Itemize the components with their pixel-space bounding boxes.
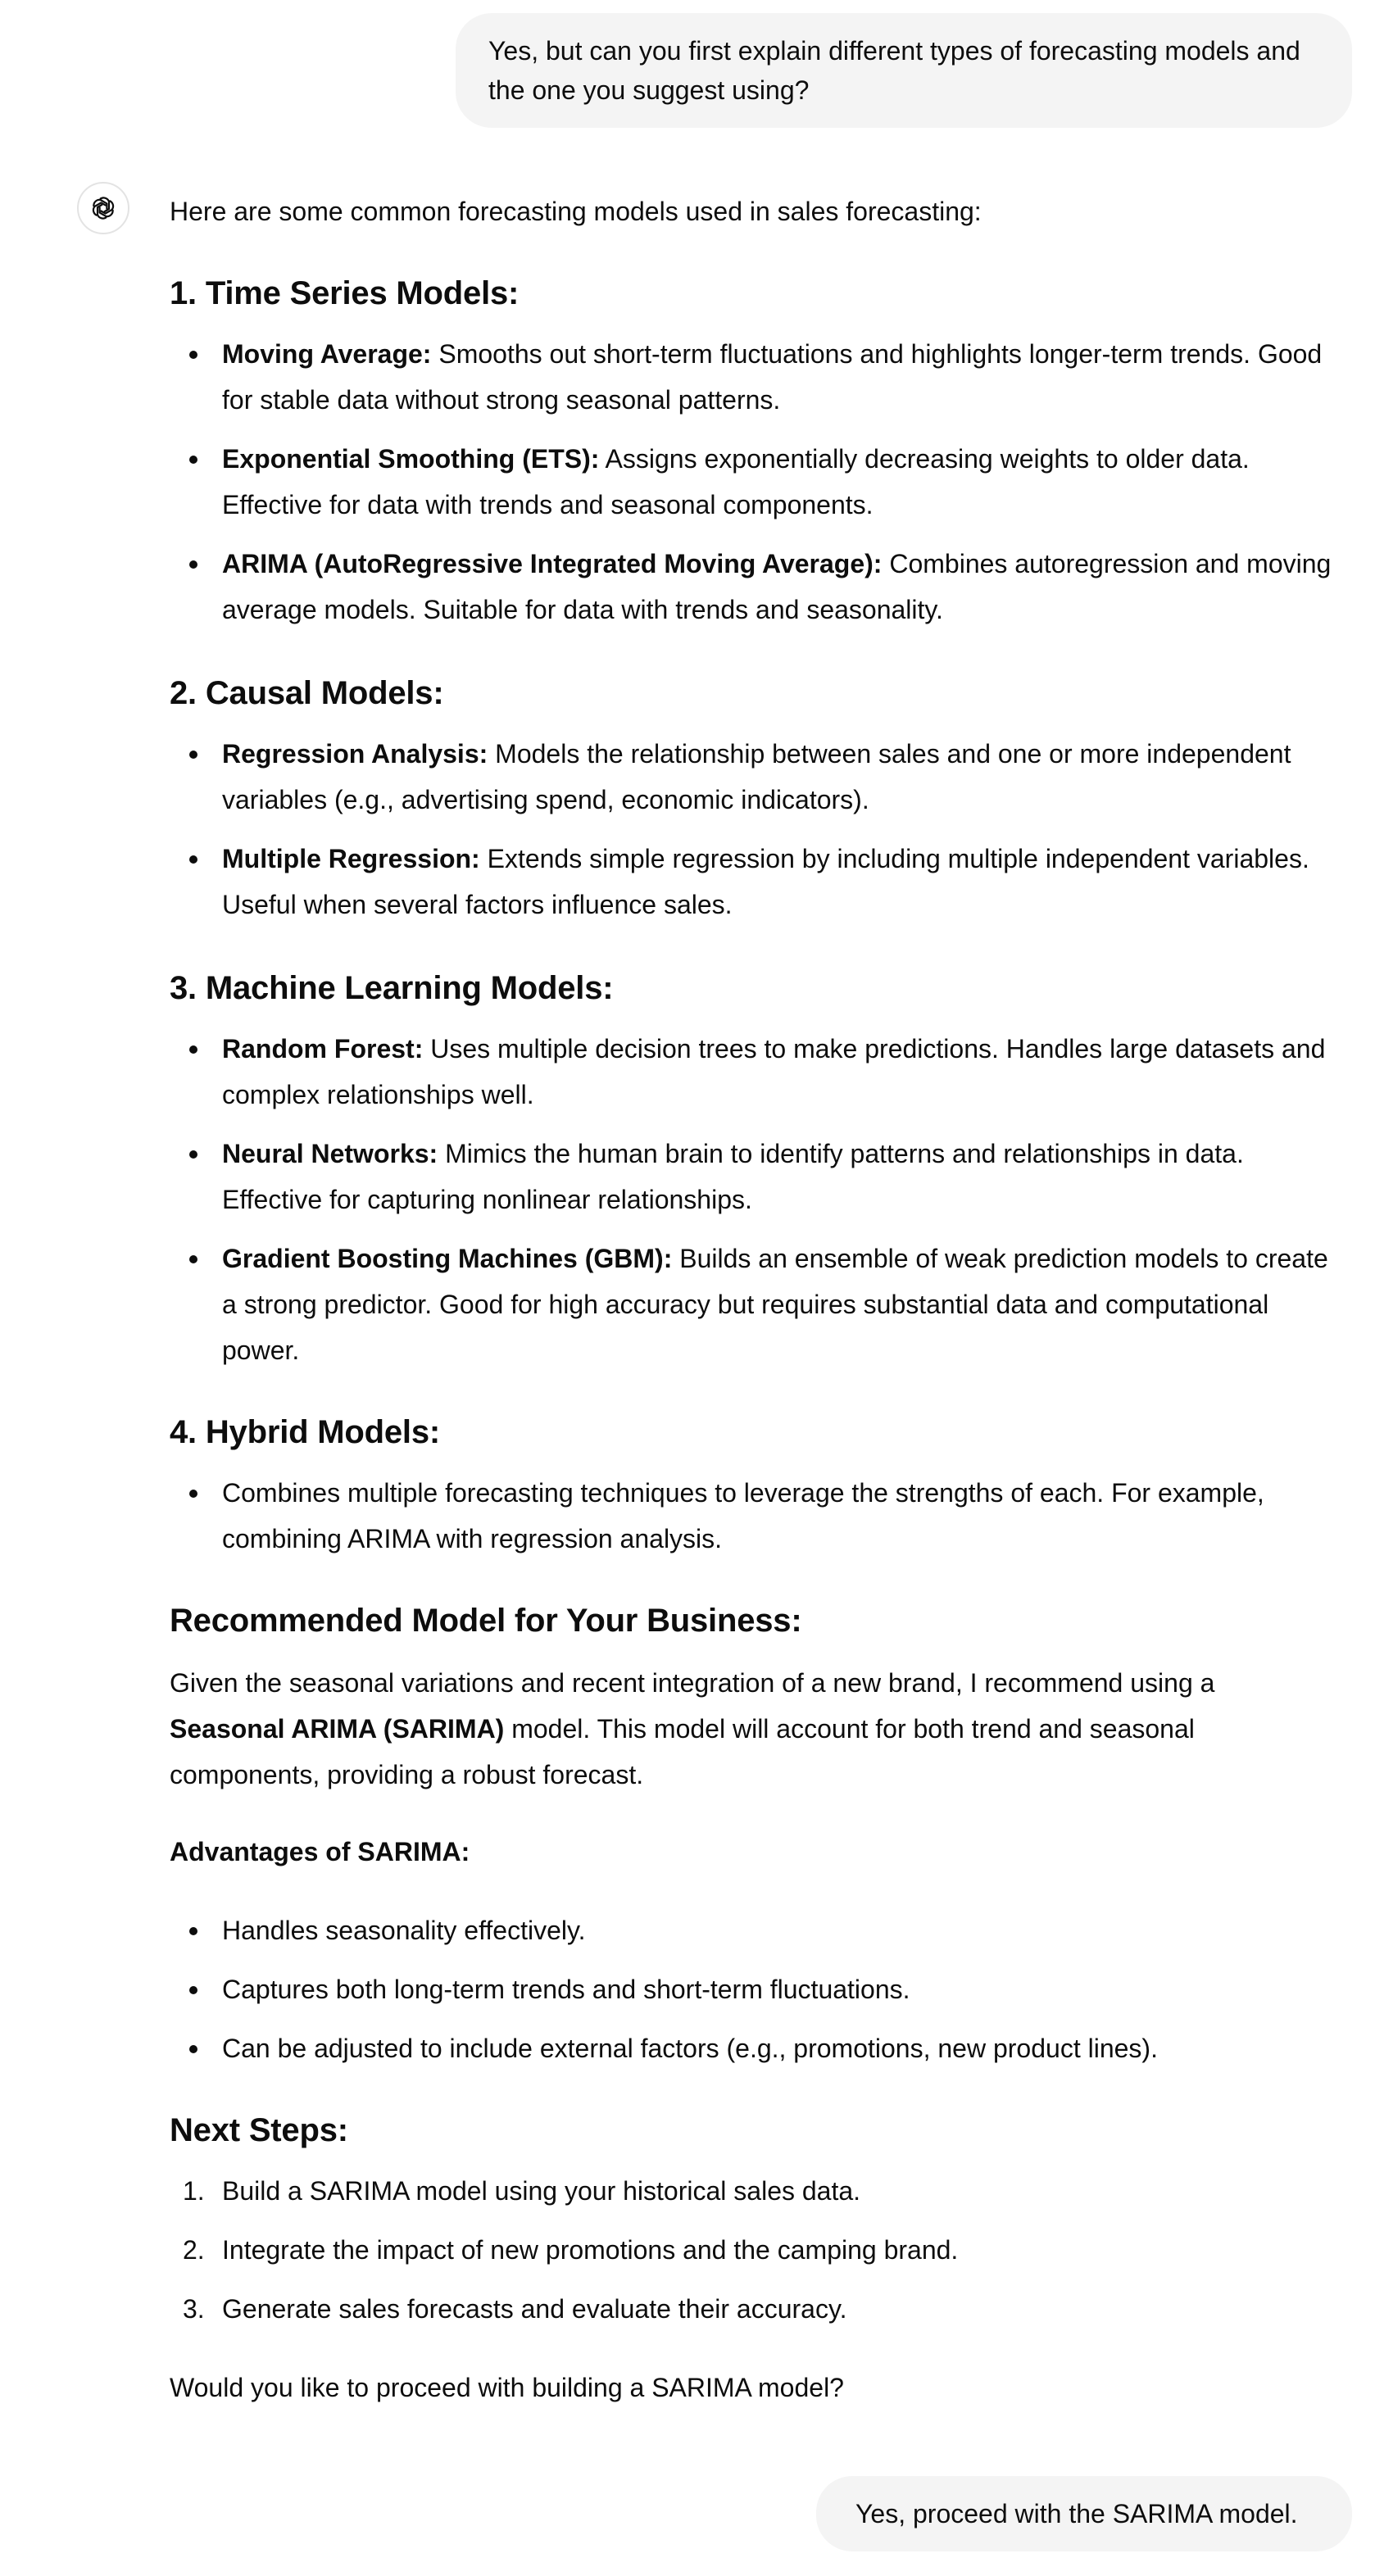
item-number: 2. bbox=[183, 2235, 205, 2265]
intro-text: Here are some common forecasting models used in sales forecasting: bbox=[170, 197, 982, 226]
item-text: Captures both long-term trends and short-term fluctuations. bbox=[222, 1975, 910, 2004]
bullet-icon bbox=[189, 1150, 197, 1159]
closing-question: Would you like to proceed with building a SARIMA model? bbox=[170, 2373, 844, 2402]
list-item bbox=[222, 436, 1345, 528]
user-message-text: Yes, but can you first explain different types of forecasting models and the one you suggest using? bbox=[488, 36, 1300, 105]
item-term: Exponential Smoothing (ETS): bbox=[222, 444, 600, 474]
numbered-item bbox=[183, 2227, 1345, 2273]
section-heading: 4. Hybrid Models: bbox=[170, 1414, 440, 1450]
item-text: Smooths out short-term fluctuations and highlights longer-term trends. Good for stable data without strong seasonal patterns. bbox=[222, 339, 1323, 415]
item-text: Combines multiple forecasting techniques to leverage the strengths of each. For example, combining ARIMA with regression analysis. bbox=[222, 1478, 1264, 1553]
item-text: Uses multiple decision trees to make predictions. Handles large datasets and complex relationships well. bbox=[222, 1034, 1326, 1109]
list-item bbox=[222, 541, 1345, 633]
section-heading: 1. Time Series Models: bbox=[170, 275, 520, 311]
list-item bbox=[222, 836, 1345, 927]
item-text: Builds an ensemble of weak prediction models to create a strong predictor. Good for high accuracy but requires substantial data and computational power. bbox=[222, 1244, 1328, 1365]
item-text: Combines autoregression and moving average models. Suitable for data with trends and seasonality. bbox=[222, 549, 1332, 624]
recommendation-heading: Recommended Model for Your Business: bbox=[170, 1603, 802, 1639]
item-number: 1. bbox=[183, 2176, 205, 2206]
user-message-bubble bbox=[816, 2476, 1352, 2551]
bullet-icon bbox=[189, 855, 197, 864]
user-message-bubble bbox=[456, 13, 1352, 128]
assistant-avatar bbox=[77, 182, 129, 234]
item-term: Multiple Regression: bbox=[222, 844, 480, 873]
list-item bbox=[222, 331, 1345, 423]
item-term: Regression Analysis: bbox=[222, 739, 488, 769]
item-text: Extends simple regression by including multiple independent variables. Useful when several factors influence sales. bbox=[222, 844, 1309, 919]
list-item bbox=[222, 1236, 1345, 1373]
item-term: Random Forest: bbox=[222, 1034, 424, 1064]
list-item bbox=[222, 731, 1345, 823]
list-item bbox=[222, 2025, 1345, 2071]
item-text: Models the relationship between sales and one or more independent variables (e.g., advertising spend, economic indicators). bbox=[222, 739, 1291, 814]
bullet-icon bbox=[189, 1986, 197, 1994]
bullet-icon bbox=[189, 456, 197, 464]
item-term: ARIMA (AutoRegressive Integrated Moving Average): bbox=[222, 549, 883, 578]
numbered-item bbox=[183, 2168, 1345, 2214]
item-text: Assigns exponentially decreasing weights to older data. Effective for data with trends and seasonal components. bbox=[222, 444, 1250, 519]
list-item bbox=[222, 1470, 1345, 1562]
item-term: Gradient Boosting Machines (GBM): bbox=[222, 1244, 673, 1273]
advantages-heading: Advantages of SARIMA: bbox=[170, 1837, 470, 1866]
next-steps-heading: Next Steps: bbox=[170, 2112, 348, 2148]
numbered-item bbox=[183, 2286, 1345, 2332]
bullet-icon bbox=[189, 1490, 197, 1498]
bullet-icon bbox=[189, 1045, 197, 1054]
item-number: 3. bbox=[183, 2294, 205, 2324]
item-text: Can be adjusted to include external factors (e.g., promotions, new product lines). bbox=[222, 2034, 1158, 2063]
openai-logo-icon bbox=[87, 192, 120, 224]
list-item bbox=[222, 1026, 1345, 1118]
list-item bbox=[222, 1907, 1345, 1953]
item-text: Integrate the impact of new promotions and the camping brand. bbox=[222, 2235, 959, 2265]
recommendation-text-part: Given the seasonal variations and recent integration of a new brand, I recommend using a bbox=[170, 1668, 1215, 1698]
recommendation-text bbox=[170, 1660, 1309, 1798]
list-item bbox=[222, 1131, 1345, 1222]
item-text: Mimics the human brain to identify patterns and relationships in data. Effective for capturing nonlinear relationships. bbox=[222, 1139, 1244, 1214]
bullet-icon bbox=[189, 560, 197, 569]
section-heading: 2. Causal Models: bbox=[170, 675, 444, 711]
item-term: Moving Average: bbox=[222, 339, 432, 369]
bullet-icon bbox=[189, 1927, 197, 1935]
bullet-icon bbox=[189, 351, 197, 359]
bullet-icon bbox=[189, 1255, 197, 1263]
item-text: Handles seasonality effectively. bbox=[222, 1916, 586, 1945]
recommended-model: Seasonal ARIMA (SARIMA) bbox=[170, 1714, 505, 1744]
recommendation-text-part: model. This model will account for both trend and seasonal components, providing a robust forecast. bbox=[170, 1714, 1195, 1789]
item-text: Build a SARIMA model using your historical sales data. bbox=[222, 2176, 861, 2206]
section-heading: 3. Machine Learning Models: bbox=[170, 970, 614, 1006]
item-text: Generate sales forecasts and evaluate their accuracy. bbox=[222, 2294, 847, 2324]
list-item bbox=[222, 1966, 1345, 2012]
user-message-text: Yes, proceed with the SARIMA model. bbox=[855, 2499, 1298, 2528]
bullet-icon bbox=[189, 751, 197, 759]
item-term: Neural Networks: bbox=[222, 1139, 438, 1168]
bullet-icon bbox=[189, 2045, 197, 2053]
